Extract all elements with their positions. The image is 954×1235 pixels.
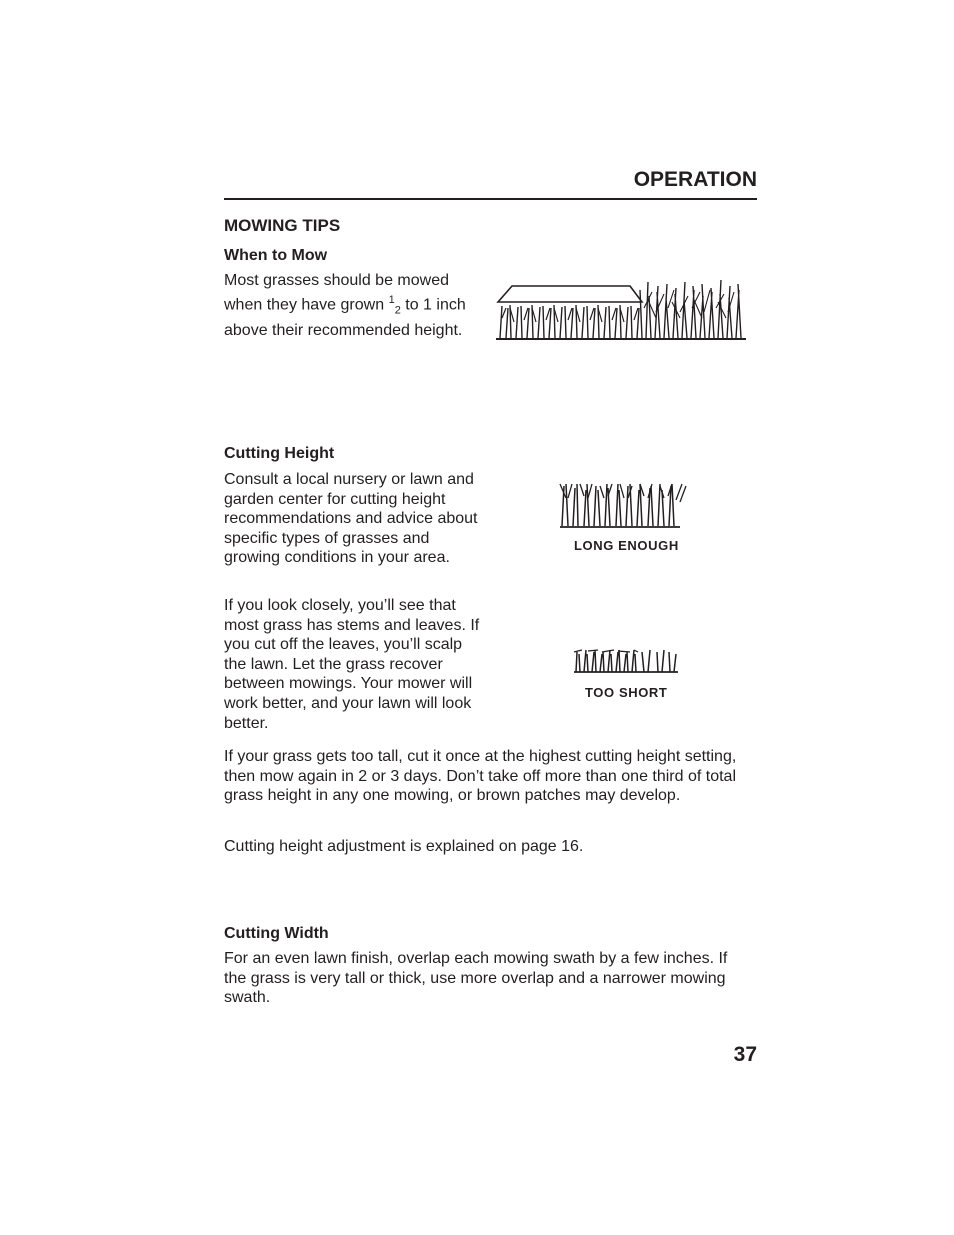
page-number: 37 <box>733 1043 757 1066</box>
mowed-grass-illustration <box>496 278 748 344</box>
when-to-mow-text-2: to 1 inch above their recommended height. <box>224 295 466 339</box>
long-enough-caption: LONG ENOUGH <box>574 538 679 553</box>
cutting-height-para-4: Cutting height adjustment is explained on page 16. <box>224 838 584 855</box>
cutting-height-para-1: Consult a local nursery or lawn and garden center for cutting height recommendations and advice about specific types of grasses and growing conditions in your area. <box>224 471 478 567</box>
cutting-height-para-3: If your grass gets too tall, cut it once at the highest cutting height setting, then mow again in 2 or 3 days. Don’t take off more than one third of total grass height in any one mowing, or brown patches may develop. <box>224 748 737 805</box>
fraction-denominator: 2 <box>394 304 401 317</box>
cutting-height-heading: Cutting Height <box>224 445 335 462</box>
section-title: OPERATION <box>633 168 757 191</box>
cutting-width-para-1: For an even lawn finish, overlap each mowing swath by a few inches. If the grass is very tall or thick, use more overlap and a narrower mowing swath. <box>224 950 728 1007</box>
page-title: MOWING TIPS <box>224 216 341 235</box>
when-to-mow-text-1: Most grasses should be mowed when they have grown <box>224 272 449 313</box>
fraction-numerator: 1 <box>388 293 395 306</box>
when-to-mow-text <box>224 271 474 340</box>
cutting-height-para-2: If you look closely, you’ll see that most grass has stems and leaves. If you cut off the leaves, you’ll scalp the lawn. Let the grass recover between mowings. Your mower will work better, and your lawn will look better. <box>224 597 480 732</box>
when-to-mow-heading: When to Mow <box>224 247 328 264</box>
long-enough-grass-illustration <box>558 480 690 530</box>
cutting-width-heading: Cutting Width <box>224 925 329 942</box>
too-short-caption: TOO SHORT <box>585 685 668 700</box>
too-short-grass-illustration <box>572 646 682 674</box>
header-rule <box>224 198 757 200</box>
